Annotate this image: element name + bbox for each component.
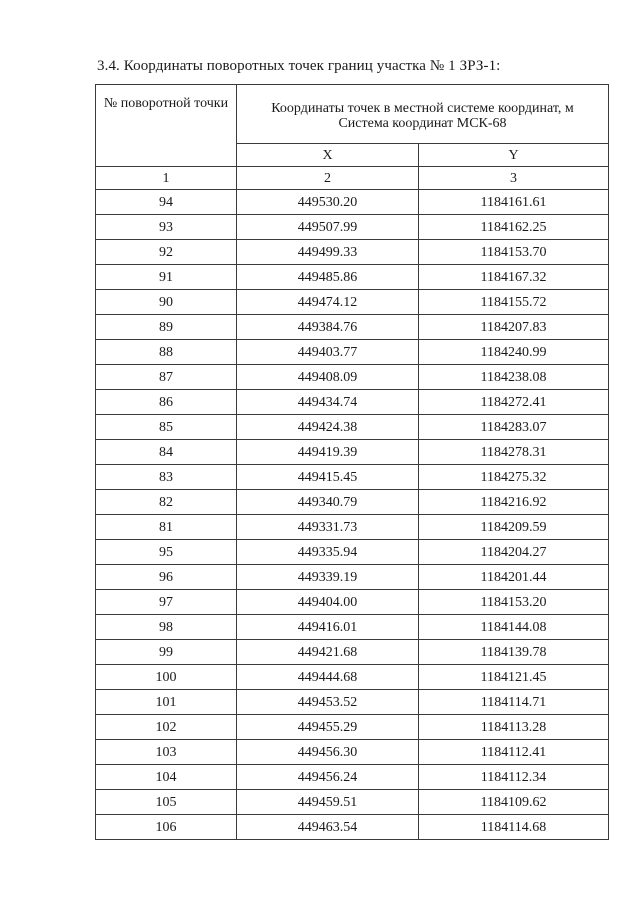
point-number-cell: 98: [96, 615, 237, 640]
point-number-cell: 99: [96, 640, 237, 665]
x-coordinate-cell: 449335.94: [237, 540, 419, 565]
y-coordinate-cell: 1184121.45: [419, 665, 609, 690]
x-coordinate-cell: 449403.77: [237, 340, 419, 365]
point-number-cell: 89: [96, 315, 237, 340]
y-coordinate-cell: 1184139.78: [419, 640, 609, 665]
x-coordinate-cell: 449416.01: [237, 615, 419, 640]
x-coordinate-cell: 449453.52: [237, 690, 419, 715]
x-coordinate-cell: 449474.12: [237, 290, 419, 315]
x-coordinate-cell: 449421.68: [237, 640, 419, 665]
point-number-cell: 101: [96, 690, 237, 715]
table-row: [96, 640, 609, 665]
table-row: [96, 465, 609, 490]
y-coordinate-cell: 1184283.07: [419, 415, 609, 440]
table-row: [96, 715, 609, 740]
table-row: [96, 490, 609, 515]
point-number-cell: 83: [96, 465, 237, 490]
header-x: X: [237, 144, 419, 167]
table-row: [96, 240, 609, 265]
header-coordinate-system: [237, 85, 609, 144]
y-coordinate-cell: 1184153.70: [419, 240, 609, 265]
point-number-cell: 81: [96, 515, 237, 540]
point-number-cell: 100: [96, 665, 237, 690]
table-row: [96, 790, 609, 815]
table-row: [96, 340, 609, 365]
y-coordinate-cell: 1184112.41: [419, 740, 609, 765]
table-row: [96, 615, 609, 640]
y-coordinate-cell: 1184238.08: [419, 365, 609, 390]
x-coordinate-cell: 449456.30: [237, 740, 419, 765]
point-number-cell: 105: [96, 790, 237, 815]
table-row: [96, 390, 609, 415]
table-row: [96, 765, 609, 790]
y-coordinate-cell: 1184114.68: [419, 815, 609, 840]
table-row: [96, 590, 609, 615]
table-row: [96, 540, 609, 565]
x-coordinate-cell: 449384.76: [237, 315, 419, 340]
table-row: [96, 215, 609, 240]
table-row: [96, 665, 609, 690]
point-number-cell: 102: [96, 715, 237, 740]
y-coordinate-cell: 1184278.31: [419, 440, 609, 465]
table-row: [96, 690, 609, 715]
y-coordinate-cell: 1184144.08: [419, 615, 609, 640]
x-coordinate-cell: 449463.54: [237, 815, 419, 840]
x-coordinate-cell: 449456.24: [237, 765, 419, 790]
table-row: [96, 290, 609, 315]
x-coordinate-cell: 449408.09: [237, 365, 419, 390]
column-number-1: 1: [96, 167, 237, 190]
coordinates-table: [95, 84, 609, 840]
x-coordinate-cell: 449444.68: [237, 665, 419, 690]
x-coordinate-cell: 449419.39: [237, 440, 419, 465]
table-body: [96, 190, 609, 840]
point-number-cell: 106: [96, 815, 237, 840]
table-row: [96, 440, 609, 465]
header-system-line-2: Система координат МСК-68: [338, 116, 507, 131]
y-coordinate-cell: 1184161.61: [419, 190, 609, 215]
y-coordinate-cell: 1184114.71: [419, 690, 609, 715]
x-coordinate-cell: 449434.74: [237, 390, 419, 415]
y-coordinate-cell: 1184167.32: [419, 265, 609, 290]
point-number-cell: 104: [96, 765, 237, 790]
table-caption: 3.4. Координаты поворотных точек границ участка № 1 ЗРЗ-1:: [97, 58, 501, 74]
y-coordinate-cell: 1184275.32: [419, 465, 609, 490]
table-row: [96, 740, 609, 765]
table-row: [96, 515, 609, 540]
point-number-cell: 90: [96, 290, 237, 315]
point-number-cell: 82: [96, 490, 237, 515]
y-coordinate-cell: 1184207.83: [419, 315, 609, 340]
y-coordinate-cell: 1184155.72: [419, 290, 609, 315]
point-number-cell: 85: [96, 415, 237, 440]
y-coordinate-cell: 1184272.41: [419, 390, 609, 415]
x-coordinate-cell: 449331.73: [237, 515, 419, 540]
column-number-2: 2: [237, 167, 419, 190]
point-number-cell: 86: [96, 390, 237, 415]
y-coordinate-cell: 1184162.25: [419, 215, 609, 240]
x-coordinate-cell: 449455.29: [237, 715, 419, 740]
y-coordinate-cell: 1184153.20: [419, 590, 609, 615]
table-row: [96, 815, 609, 840]
header-point-number: № поворотной точки: [96, 85, 237, 167]
table-row: [96, 565, 609, 590]
y-coordinate-cell: 1184109.62: [419, 790, 609, 815]
x-coordinate-cell: 449499.33: [237, 240, 419, 265]
point-number-cell: 96: [96, 565, 237, 590]
header-system-line-1: Координаты точек в местной системе координат, м: [271, 101, 574, 116]
point-number-cell: 87: [96, 365, 237, 390]
point-number-cell: 97: [96, 590, 237, 615]
point-number-cell: 91: [96, 265, 237, 290]
y-coordinate-cell: 1184113.28: [419, 715, 609, 740]
y-coordinate-cell: 1184201.44: [419, 565, 609, 590]
point-number-cell: 95: [96, 540, 237, 565]
table-row: [96, 315, 609, 340]
x-coordinate-cell: 449415.45: [237, 465, 419, 490]
x-coordinate-cell: 449485.86: [237, 265, 419, 290]
point-number-cell: 94: [96, 190, 237, 215]
x-coordinate-cell: 449459.51: [237, 790, 419, 815]
y-coordinate-cell: 1184209.59: [419, 515, 609, 540]
table-row: [96, 365, 609, 390]
table-row: [96, 190, 609, 215]
point-number-cell: 88: [96, 340, 237, 365]
x-coordinate-cell: 449340.79: [237, 490, 419, 515]
x-coordinate-cell: 449530.20: [237, 190, 419, 215]
table-row: [96, 265, 609, 290]
point-number-cell: 103: [96, 740, 237, 765]
x-coordinate-cell: 449424.38: [237, 415, 419, 440]
x-coordinate-cell: 449339.19: [237, 565, 419, 590]
y-coordinate-cell: 1184204.27: [419, 540, 609, 565]
point-number-cell: 93: [96, 215, 237, 240]
y-coordinate-cell: 1184112.34: [419, 765, 609, 790]
x-coordinate-cell: 449507.99: [237, 215, 419, 240]
point-number-cell: 84: [96, 440, 237, 465]
table-row: [96, 415, 609, 440]
y-coordinate-cell: 1184216.92: [419, 490, 609, 515]
point-number-cell: 92: [96, 240, 237, 265]
column-number-3: 3: [419, 167, 609, 190]
y-coordinate-cell: 1184240.99: [419, 340, 609, 365]
header-y: Y: [419, 144, 609, 167]
x-coordinate-cell: 449404.00: [237, 590, 419, 615]
